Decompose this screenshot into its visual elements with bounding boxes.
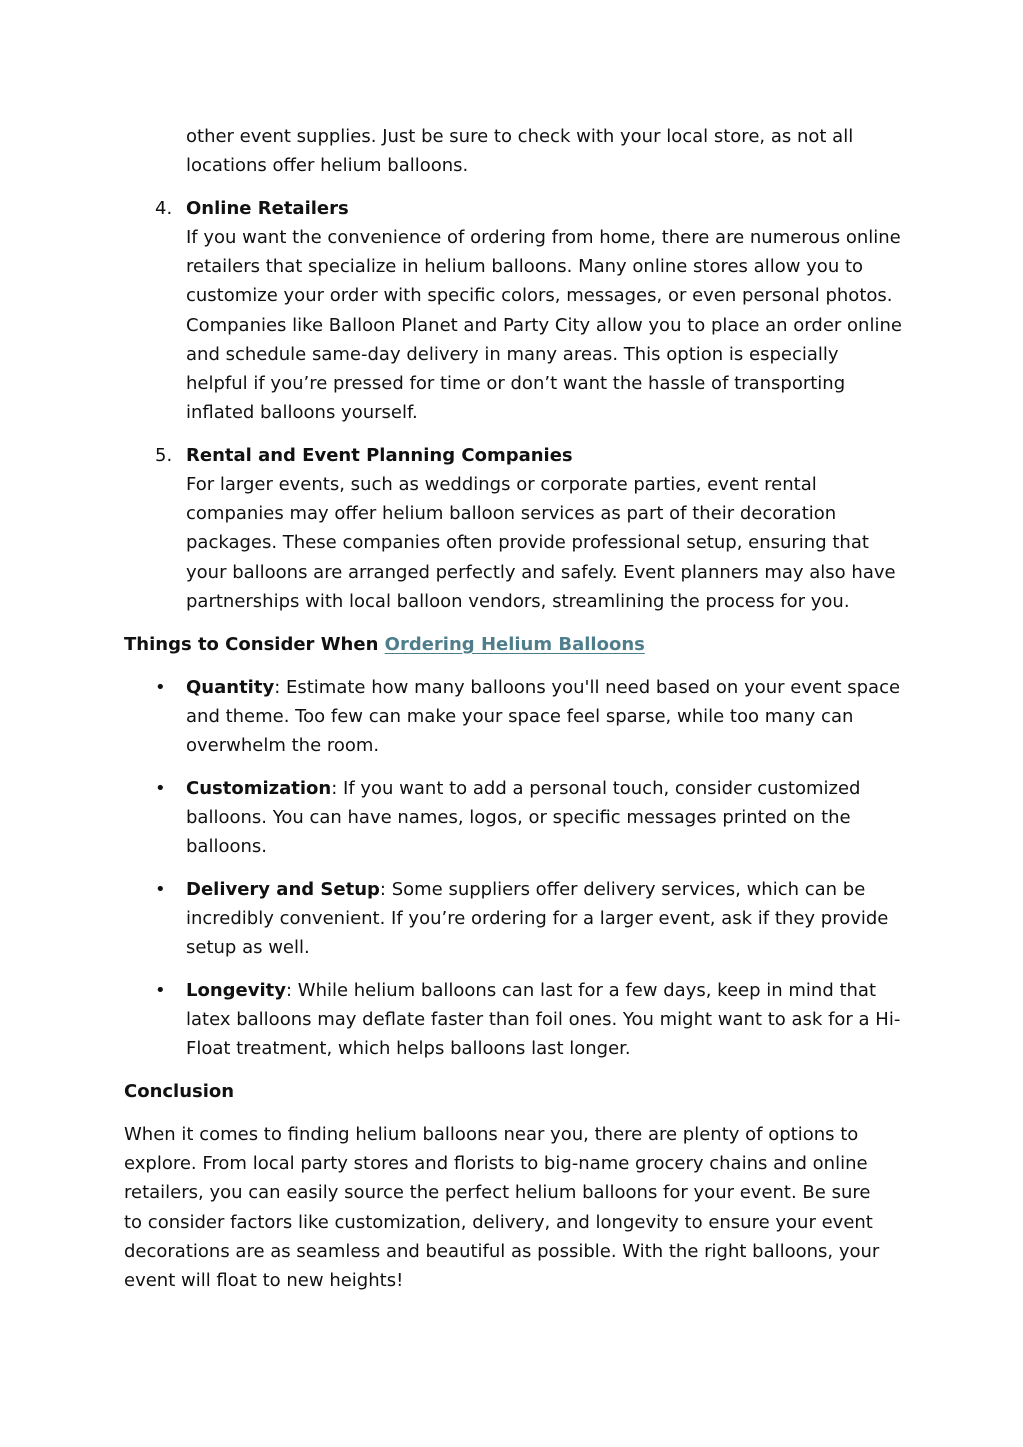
bullet-icon: • — [155, 677, 166, 698]
bullet-icon: • — [155, 778, 166, 799]
list-item-body: For larger events, such as weddings or corporate parties, event rental companies may offer helium balloon services as part of their decoration packages. These companies often provide professional setup, ensuring that your balloons are arranged perfectly and safely. Event planners may also have partnerships with local balloon vendors, streamlining the process for you. — [186, 474, 896, 612]
conclusion-body: When it comes to finding helium balloons near you, there are plenty of options to explore. From local party stores and florists to big-name grocery chains and online retailers, you can easily source the perfect helium balloons for your event. Be sure to consider factors like customization, delivery, and longevity to ensure your event decorations are as seamless and beautiful as possible. With the right balloons, your event will float to new heights! — [124, 1124, 880, 1292]
list-item-body: If you want the convenience of ordering from home, there are numerous online retailers that specialize in helium balloons. Many online stores allow you to customize your order with specific colors, messages, or even personal photos. Companies like Balloon Planet and Party City allow you to place an order online and schedule same-day delivery in many areas. This option is especially helpful if you’re pressed for time or don’t want the hassle of transporting inflated balloons yourself. — [186, 227, 902, 424]
bullet-text — [186, 774, 902, 862]
bullet-icon: • — [155, 980, 166, 1001]
bullet-description: : If you want to add a personal touch, consider customized balloons. You can have names, logos, or specific messages printed on the balloons. — [186, 778, 861, 858]
bullet-term: Longevity — [186, 980, 286, 1001]
bullet-text — [186, 673, 902, 761]
bullet-term: Quantity — [186, 677, 275, 698]
conclusion-heading: Conclusion — [124, 1081, 235, 1102]
bullet-text — [186, 976, 902, 1064]
bullet-term: Customization — [186, 778, 332, 799]
bullet-icon: • — [155, 879, 166, 900]
heading-prefix: Things to Consider When — [124, 634, 385, 655]
list-item-title: Rental and Event Planning Companies — [186, 445, 573, 466]
list-number: 5. — [155, 445, 173, 466]
considerations-heading — [124, 630, 884, 659]
bullet-description: : Estimate how many balloons you'll need based on your event space and theme. Too few can make your space feel sparse, while too many can overwhelm the room. — [186, 677, 901, 757]
bullet-text — [186, 875, 902, 963]
bullet-term: Delivery and Setup — [186, 879, 380, 900]
list-item-title: Online Retailers — [186, 198, 349, 219]
ordering-helium-balloons-link[interactable]: Ordering Helium Balloons — [384, 634, 645, 655]
bullet-description: : While helium balloons can last for a few days, keep in mind that latex balloons may deflate faster than foil ones. You might want to ask for a Hi-Float treatment, which helps balloons last longer. — [186, 980, 901, 1060]
bullet-description: : Some suppliers offer delivery services, which can be incredibly convenient. If you’re ordering for a larger event, ask if they provide setup as well. — [186, 879, 889, 959]
list-number: 4. — [155, 198, 173, 219]
intro-continuation: other event supplies. Just be sure to check with your local store, as not all locations offer helium balloons. — [186, 126, 854, 177]
